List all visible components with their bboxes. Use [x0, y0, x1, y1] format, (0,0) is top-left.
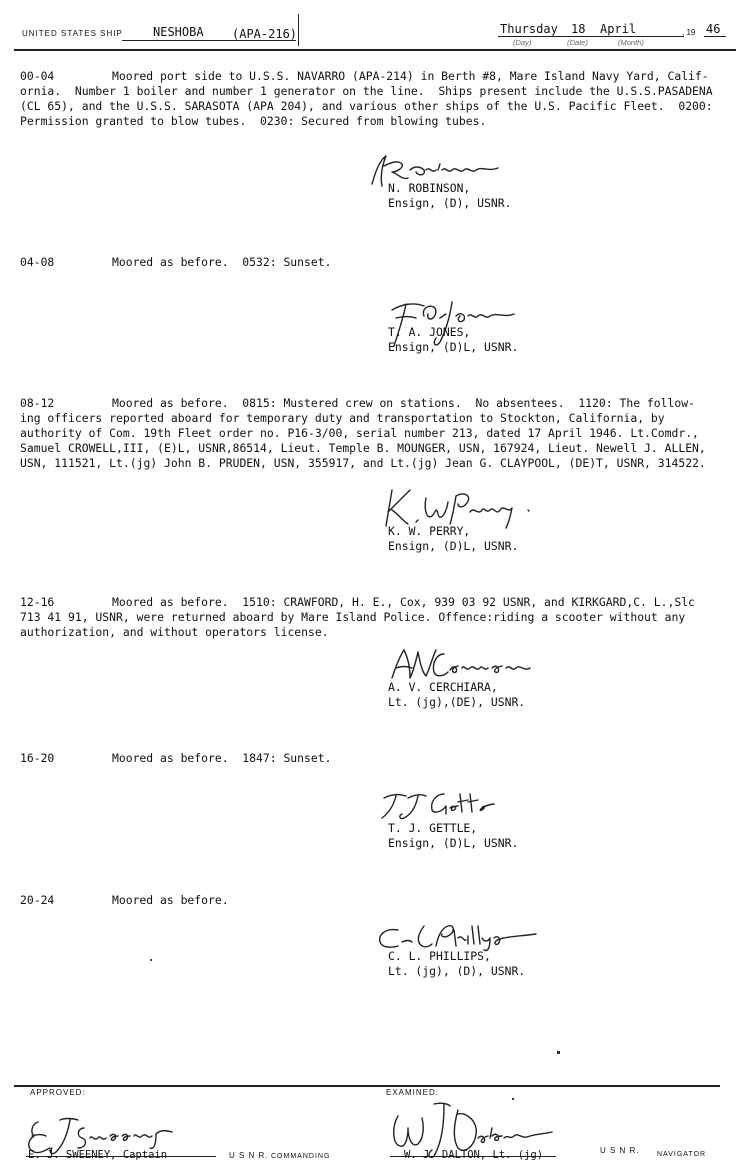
signature-block — [388, 680, 525, 710]
signer-rank: Ensign, (D), USNR. — [388, 196, 512, 210]
date-caption: (Date) — [567, 38, 588, 47]
year-underline — [704, 36, 726, 37]
watch-time: 04-08 — [20, 255, 55, 269]
signature-block — [388, 325, 518, 355]
approved-usn: U S N R. — [229, 1151, 269, 1160]
examined-usn: U S N R. — [600, 1146, 640, 1155]
entry-text: Moored as before. 0815: Mustered crew on stations. No absentees. 1120: The follow- ing officers reported aboard for temporary duty and transportation to Stockton, California, by authority of Com. 19th Fleet order no. P16-3/00, serial number 213, dated 17 April 1946. Lt.Comdr., Samuel CROWELL,III, (E)L, USNR,86514, Lieut. Temple B. MOUNGER, USN, 167924, Lieut. Newell J. ALLEN, USN, 111521, Lt.(jg) John B. PRUDEN, USN, 355917, and Lt.(jg) Jean G. CLAYPOOL, (DE)T, USNR, 314522. — [20, 396, 706, 470]
signer-rank: Ensign, (D)L, USNR. — [388, 340, 519, 354]
footer-rule — [14, 1085, 720, 1087]
day-caption: (Day) — [513, 38, 532, 47]
approved-role: COMMANDING — [271, 1153, 331, 1160]
month-caption: (Month) — [618, 38, 644, 47]
signer-name: C. L. PHILLIPS, — [388, 949, 491, 963]
signer-rank: Ensign, (D)L, USNR. — [388, 836, 519, 850]
date-underline — [498, 36, 684, 37]
cerchiara-signature — [388, 644, 538, 684]
log-year: 46 — [706, 22, 721, 36]
ship-label: UNITED STATES SHIP — [22, 29, 123, 38]
watch-time: 12-16 — [20, 595, 55, 609]
entry-text: Moored port side to U.S.S. NAVARRO (APA-214) in Berth #8, Mare Island Navy Yard, Calif- ornia. Number 1 boiler and number 1 generator on the line. Ships present include the U.S.S.PASADENA (CL 65), and the U.S.S. SARASOTA (APA 204), and various other ships of the U.S. Pacific Fleet. 0200: Permission granted to blow tubes. 0230: Secured from blowing tubes. — [20, 69, 713, 128]
entry-text: Moored as before. 1847: Sunset. — [112, 751, 332, 765]
signature-block — [388, 949, 525, 979]
signer-name: K. W. PERRY, — [388, 524, 471, 538]
log-month: April — [600, 22, 637, 36]
signer-name: T. J. GETTLE, — [388, 821, 478, 835]
entry-text: Moored as before. 0532: Sunset. — [112, 255, 332, 269]
scan-speck — [150, 959, 152, 961]
examined-role: NAVIGATOR — [657, 1151, 707, 1158]
entry-text: Moored as before. — [112, 893, 229, 907]
watch-time: 00-04 — [20, 69, 55, 83]
examined-name: W. J. DALTON, Lt. (jg) — [404, 1149, 544, 1161]
header-rule — [14, 49, 736, 51]
log-date: 18 — [571, 22, 586, 36]
signer-rank: Lt. (jg), (D), USNR. — [388, 964, 526, 978]
gettle-signature — [374, 788, 514, 822]
signer-rank: Ensign, (D)L, USNR. — [388, 539, 519, 553]
examined-label: EXAMINED: — [386, 1088, 440, 1097]
approved-label: APPROVED: — [30, 1088, 86, 1097]
watch-time: 08-12 — [20, 396, 55, 410]
scan-speck — [557, 1051, 560, 1054]
log-day: Thursday — [500, 22, 558, 36]
approved-name: E. J. SWEENEY, Captain — [28, 1149, 168, 1161]
signature-block — [388, 821, 518, 851]
watch-time: 20-24 — [20, 893, 55, 907]
signature-block — [388, 181, 511, 211]
ship-name: NESHOBA — [153, 25, 204, 39]
signer-name: N. ROBINSON, — [388, 181, 471, 195]
hull-number: (APA-216) — [232, 27, 298, 41]
year-prefix: , 19 — [682, 28, 696, 37]
header-divider — [298, 14, 299, 46]
entry-text: Moored as before. 1510: CRAWFORD, H. E., Cox, 939 03 92 USNR, and KIRKGARD,C. L.,Slc 713 41 91, USNR, were returned aboard by Mare Island Police. Offence:riding a scooter without any authorization, and without operators license. — [20, 595, 695, 639]
signer-name: A. V. CERCHIARA, — [388, 680, 498, 694]
watch-time: 16-20 — [20, 751, 55, 765]
signer-rank: Lt. (jg),(DE), USNR. — [388, 695, 526, 709]
signer-name: T. A. JONES, — [388, 325, 471, 339]
signature-block — [388, 524, 518, 554]
